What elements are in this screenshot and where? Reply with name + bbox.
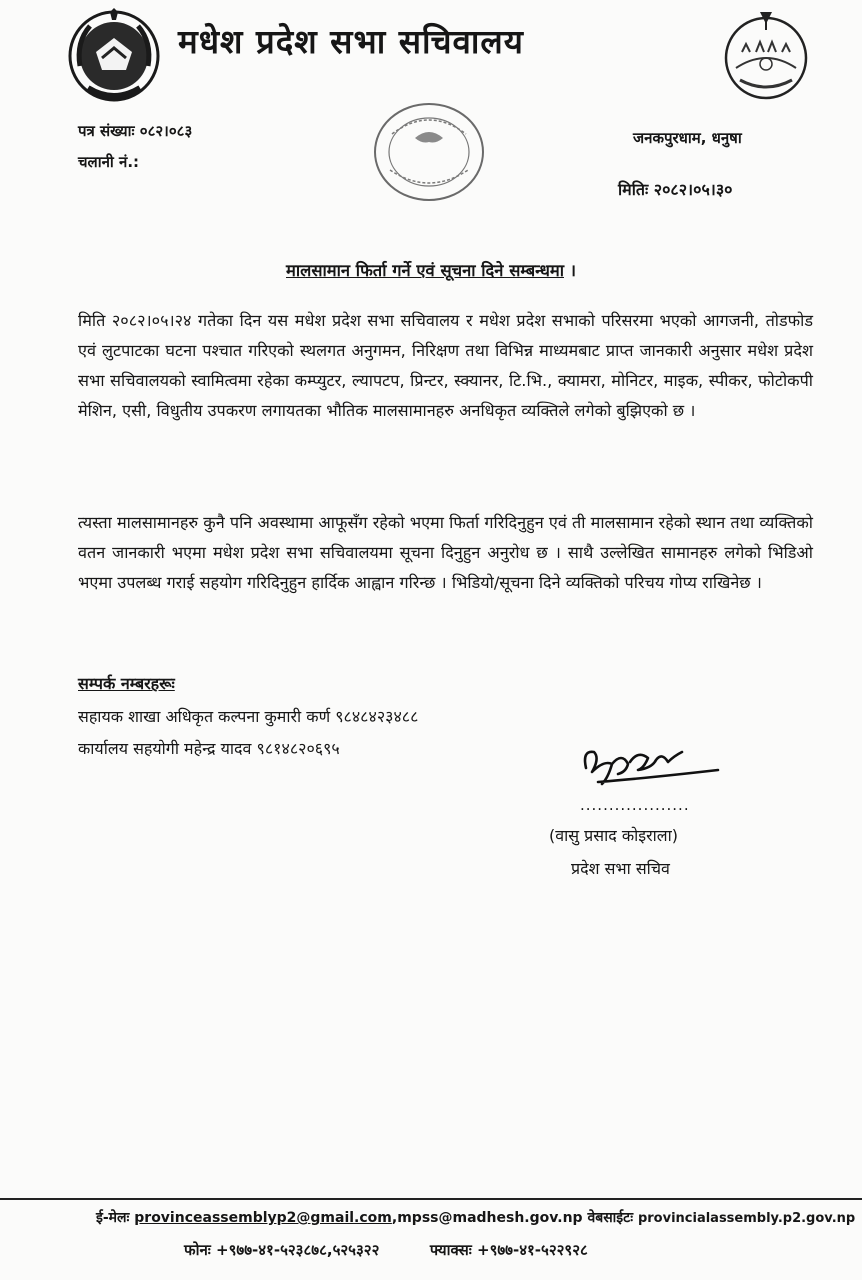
contact-item: सहायक शाखा अधिकृत कल्पना कुमारी कर्ण ९८४८४२३४८८ xyxy=(78,707,419,726)
signer-name: (वासु प्रसाद कोइराला) xyxy=(549,826,679,845)
letter-number: पत्र संख्याः ०८२।०८३ xyxy=(78,122,193,140)
website-link[interactable]: provincialassembly.p2.gov.np xyxy=(637,1211,856,1226)
place: जनकपुरधाम, धनुषा xyxy=(633,129,742,147)
subject-suffix: । xyxy=(564,261,576,280)
email-secondary[interactable]: ,mpss@madhesh.gov.np xyxy=(391,1210,583,1226)
website-label: वेबसाईटः xyxy=(587,1210,634,1226)
signature-dots: ................... xyxy=(580,796,690,814)
phone-number: +९७७-४१-५२३८७८,५२५३२२ xyxy=(216,1241,380,1259)
contacts-heading: सम्पर्क नम्बरहरूः xyxy=(78,674,175,693)
handwritten-signature-icon xyxy=(578,738,728,794)
fax-number: +९७७-४१-५२२९२८ xyxy=(477,1241,588,1259)
body-paragraph-1: मिति २०८२।०५।२४ गतेका दिन यस मधेश प्रदेश सभा सचिवालय र मधेश प्रदेश सभाको परिसरमा भएको आगजनी, तोडफोड एवं लुटपाटका घटना पश्चात गरिएको स्थलगत अनुगमन, निरिक्षण तथा विभिन्न माध्यमबाट प्राप्त जानकारी अनुसार मधेश प्रदेश सभा सचिवालयको स्वामित्वमा रहेका कम्प्युटर, ल्यापटप, प्रिन्टर, स्क्यानर, टि.भि., क्यामरा, मोनिटर, माइक, स्पीकर, फोटोकपी मेशिन, एसी, विधुतीय उपकरण लगायतका भौतिक मालसामानहरु अनधिकृत व्यक्तिले लगेको बुझिएको छ । xyxy=(78,311,813,420)
office-title: मधेश प्रदेश सभा सचिवालय xyxy=(178,22,524,61)
email-primary-link[interactable]: provinceassemblyp2@gmail.com xyxy=(134,1210,392,1226)
footer-divider xyxy=(0,1198,862,1200)
email-label: ई-मेलः xyxy=(96,1210,130,1226)
footer-phone-line xyxy=(184,1240,588,1260)
signer-title: प्रदेश सभा सचिव xyxy=(571,859,670,878)
subject-line xyxy=(0,258,862,281)
fax-label: फ्याक्सः xyxy=(429,1241,472,1259)
contact-item: कार्यालय सहयोगी महेन्द्र यादव ९८१४८२०६९५ xyxy=(78,739,340,758)
madhesh-pradesh-emblem-icon xyxy=(722,8,810,102)
dispatch-number: चलानी नं.: xyxy=(78,153,140,171)
office-seal-stamp-icon xyxy=(370,100,488,204)
subject-text: मालसामान फिर्ता गर्ने एवं सूचना दिने सम्बन्धमा xyxy=(286,261,564,280)
date: मितिः २०८२।०५।३० xyxy=(618,180,733,199)
body-paragraph-2: त्यस्ता मालसामानहरु कुनै पनि अवस्थामा आफूसँग रहेको भएमा फिर्ता गरिदिनुहुन एवं ती मालसामान रहेको स्थान तथा व्यक्तिको वतन जानकारी भएमा मधेश प्रदेश सभा सचिवालयमा सूचना दिनुहुन अनुरोध छ । साथै उल्लेखित सामानहरु लगेको भिडिओ भएमा उपलब्ध गराई सहयोग गरिदिनुहुन हार्दिक आह्वान गरिन्छ । भिडियो/सूचना दिने व्यक्तिको परिचय गोप्य राखिनेछ । xyxy=(78,513,813,592)
phone-label: फोनः xyxy=(184,1241,211,1259)
nepal-emblem-icon xyxy=(66,8,162,104)
footer-email-line xyxy=(96,1208,855,1227)
